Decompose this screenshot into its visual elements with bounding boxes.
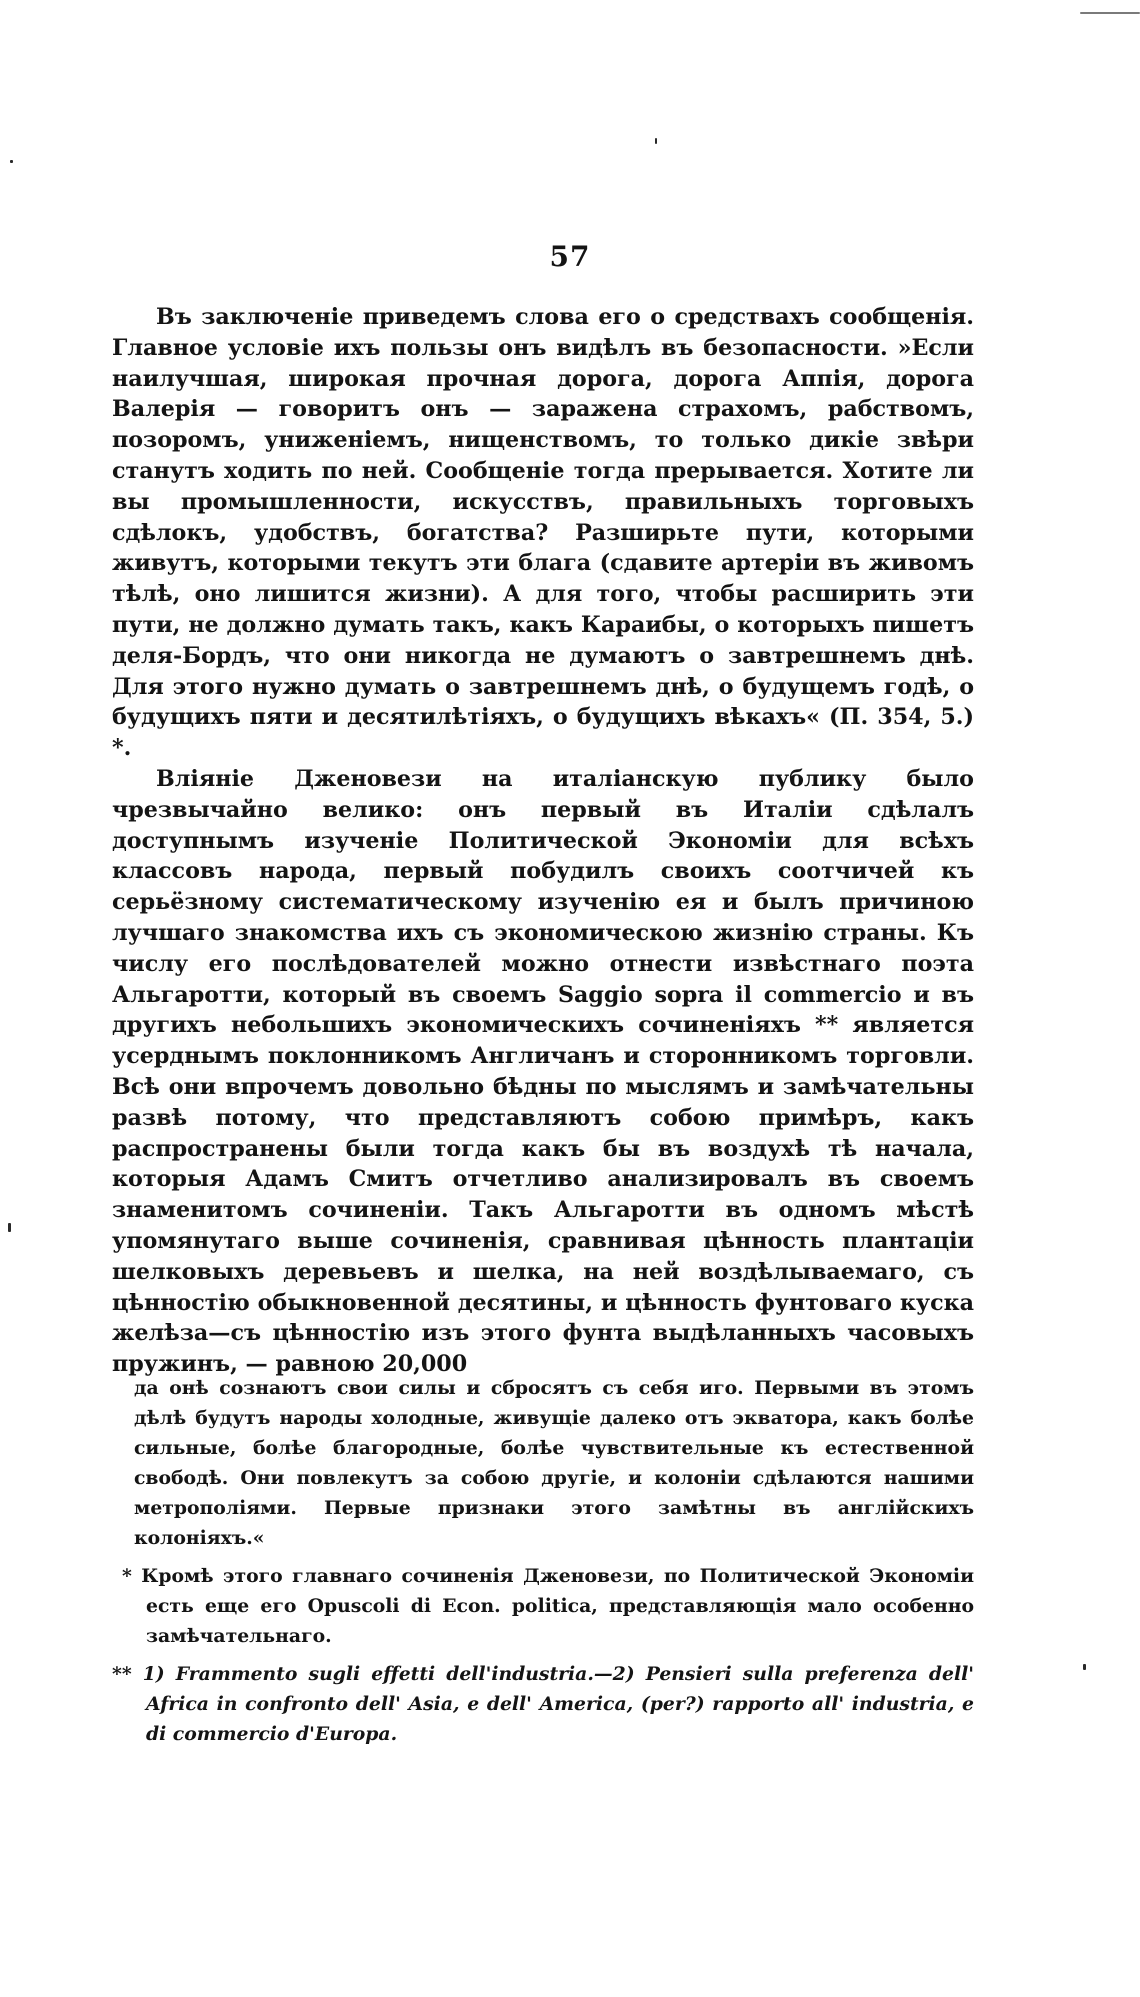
main-text <box>112 302 974 1380</box>
footnote-star: * Кромѣ этого главнаго сочиненія Дженовези, по Политической Экономіи есть еще его Opuscoli di Econ. politica, представляющія мало особенно замѣчательнаго. <box>122 1565 974 1647</box>
scan-speck <box>8 1223 11 1232</box>
page-number: 57 <box>549 240 591 273</box>
scan-speck <box>1083 1664 1086 1670</box>
scan-speck <box>10 160 13 163</box>
scan-speck <box>1080 12 1140 14</box>
footnote-double-star: ** 1) Frammento sugli effetti dell'industria.—2) Pensieri sulla preferenza dell' Africa in confronto dell' Asia, e dell' America, (per?) rapporto all' industria, e di commercio d'Europa. <box>112 1663 974 1745</box>
footnotes <box>112 1373 974 1757</box>
scan-speck <box>655 138 657 144</box>
paragraph-communication-routes: Въ заключеніе приведемъ слова его о средствахъ сообщенія. Главное условіе ихъ пользы онъ видѣлъ въ безопасности. »Если наилучшая, широкая прочная дорога, дорога Аппія, дорога Валерія — говоритъ онъ — заражена страхомъ, рабствомъ, позоромъ, униженіемъ, нищенствомъ, то только дикіе звѣри станутъ ходить по ней. Сообщеніе тогда прерывается. Хотите ли вы промышленности, искусствъ, правильныхъ торговыхъ сдѣлокъ, удобствъ, богатства? Разширьте пути, которыми живутъ, которыми текутъ эти блага (сдавите артеріи въ живомъ тѣлѣ, оно лишится жизни). А для того, чтобы расширить эти пути, не должно думать такъ, какъ Караибы, о которыхъ пишетъ деля-Бордъ, что они никогда не думаютъ о завтрешнемъ днѣ. Для этого нужно думать о завтрешнемъ днѣ, о будущемъ годѣ, о будущихъ пяти и десятилѣтіяхъ, о будущихъ вѣкахъ« (П. 354, 5.) *. <box>112 304 974 762</box>
footnote-continuation: да онѣ сознаютъ свои силы и сбросятъ съ себя иго. Первыми въ этомъ дѣлѣ будутъ народы холодные, живущіе далеко отъ экватора, какъ болѣе сильные, болѣе благородные, болѣе чувствительные къ естественной свободѣ. Они повлекутъ за собою другіе, и колоніи сдѣлаются нашими метрополіями. Первые признаки этого замѣтны въ англійскихъ колоніяхъ.« <box>134 1377 974 1549</box>
paragraph-genovesi-influence: Вліяніе Дженовези на италіанскую публику было чрезвычайно велико: онъ первый въ Италіи сдѣлалъ доступнымъ изученіе Политической Экономіи для всѣхъ классовъ народа, первый побудилъ своихъ соотчичей къ серьёзному систематическому изученію ея и былъ причиною лучшаго знакомства ихъ съ экономическою жизнію страны. Къ числу его послѣдователей можно отнести извѣстнаго поэта Альгаротти, который въ своемъ Saggio sopra il commercio и въ другихъ небольшихъ экономическихъ сочиненіяхъ ** является усерднымъ поклонникомъ Англичанъ и сторонникомъ торговли. Всѣ они впрочемъ довольно бѣдны по мыслямъ и замѣчательны развѣ потому, что представляютъ собою примѣръ, какъ распространены были тогда какъ бы въ воздухѣ тѣ начала, которыя Адамъ Смитъ отчетливо анализировалъ въ своемъ знаменитомъ сочиненіи. Такъ Альгаротти въ одномъ мѣстѣ упомянутаго выше сочиненія, сравнивая цѣнность плантаціи шелковыхъ деревьевъ и шелка, на ней воздѣлываемаго, съ цѣнностію обыкновенной десятины, и цѣнность фунтоваго куска желѣза—съ цѣнностію изъ этого фунта выдѣланныхъ часовыхъ пружинъ, — равною 20,000 <box>112 765 974 1378</box>
